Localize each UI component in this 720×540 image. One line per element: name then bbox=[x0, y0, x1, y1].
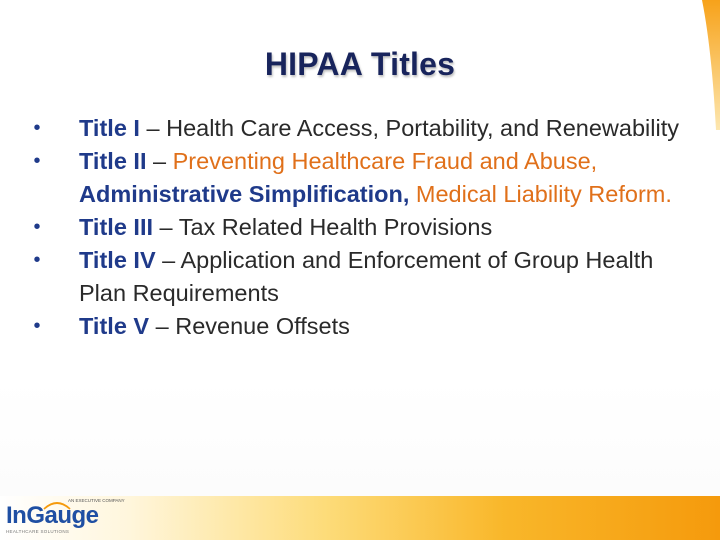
bullet-dot-icon: • bbox=[33, 117, 41, 139]
bullet-separator: – bbox=[155, 247, 181, 273]
logo-name-part1: In bbox=[6, 502, 27, 529]
bullet-description: Revenue Offsets bbox=[175, 313, 350, 339]
bullet-description: Application and Enforcement of Group Health Plan Requirements bbox=[79, 247, 654, 306]
bullet-description: Health Care Access, Portability, and Renewability bbox=[166, 115, 679, 141]
bullet-description: Medical Liability Reform. bbox=[409, 181, 672, 207]
bullet-separator: – bbox=[153, 214, 179, 240]
bullet-item bbox=[28, 112, 688, 145]
bullet-dot-icon: • bbox=[33, 315, 41, 337]
bullet-title-label: Title I bbox=[79, 115, 140, 141]
bullet-dot-icon: • bbox=[33, 216, 41, 238]
bullet-item bbox=[28, 211, 688, 244]
bullet-description: Tax Related Health Provisions bbox=[178, 214, 493, 240]
company-logo bbox=[6, 498, 125, 536]
bullet-title-label: Title III bbox=[79, 214, 153, 240]
bullet-description: Preventing Healthcare Fraud and Abuse, bbox=[172, 148, 598, 174]
bullet-title-label: Title II bbox=[79, 148, 147, 174]
page-title: HIPAA Titles bbox=[264, 46, 456, 82]
bullet-separator: – bbox=[139, 115, 167, 141]
logo-wordmark bbox=[6, 502, 99, 530]
bullet-item bbox=[28, 244, 688, 310]
logo-tagline: AN EXECUTIVE COMPANY bbox=[68, 498, 125, 503]
bullet-title-label: Title V bbox=[79, 313, 150, 339]
bullet-dot-icon: • bbox=[33, 249, 41, 271]
bullet-separator: – bbox=[146, 148, 173, 174]
logo-name-part2: Gauge bbox=[26, 502, 99, 529]
bullet-item bbox=[28, 310, 688, 343]
bullet-description: Administrative Simplification, bbox=[79, 181, 410, 207]
bullet-title-label: Title IV bbox=[79, 247, 156, 273]
bullet-separator: – bbox=[149, 313, 176, 339]
bullet-item bbox=[28, 145, 688, 211]
logo-subtitle: HEALTHCARE SOLUTIONS bbox=[6, 529, 70, 534]
bullet-dot-icon: • bbox=[33, 150, 41, 172]
bullet-list bbox=[28, 112, 688, 343]
